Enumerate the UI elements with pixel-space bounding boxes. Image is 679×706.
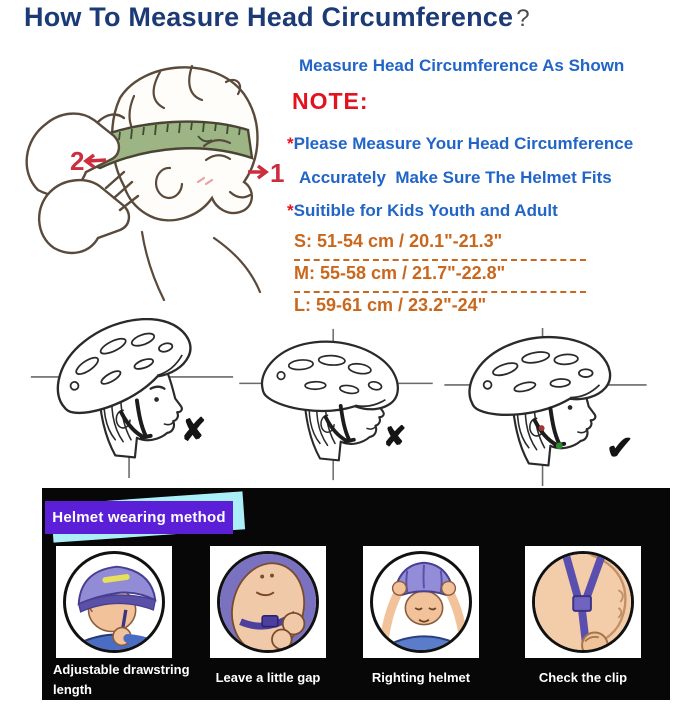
step-card-gap xyxy=(210,546,326,658)
note-label: NOTE: xyxy=(292,88,369,114)
note-point-text: Suitible for Kids Youth and Adult xyxy=(293,201,558,220)
wrong-mark-2: ✘ xyxy=(383,421,407,452)
step-caption-gap: Leave a little gap xyxy=(215,670,321,685)
size-row-l: L: 59-61 cm / 23.2"-24" xyxy=(294,295,487,315)
note-point xyxy=(287,134,633,154)
step-caption-drawstring: Adjustable drawstring length xyxy=(53,662,190,698)
svg-text:2: 2 xyxy=(70,146,85,176)
strap-dot-green xyxy=(556,442,563,449)
fit-figure-tilted-forward xyxy=(236,327,436,482)
measuring-illustration xyxy=(2,40,294,308)
question-mark: ? xyxy=(516,5,530,32)
fit-figure-tilted-back xyxy=(26,318,238,480)
asterisk: * xyxy=(287,201,294,220)
step-card-clip xyxy=(525,546,641,658)
intro-heading: Measure Head Circumference As Shown xyxy=(299,56,625,75)
step-illustration-gap xyxy=(217,551,319,653)
wrong-mark-1: ✘ xyxy=(181,413,207,448)
page-title-text: How To Measure Head Circumference xyxy=(24,2,514,32)
page-title xyxy=(24,2,530,33)
size-row-m: M: 55-58 cm / 21.7"-22.8" xyxy=(294,263,586,293)
note-point xyxy=(287,201,558,221)
banner xyxy=(45,501,233,534)
strap-dot-red xyxy=(539,425,545,431)
svg-text:1: 1 xyxy=(270,158,285,188)
wearing-method-panel xyxy=(42,488,670,700)
banner-text: Helmet wearing method xyxy=(52,509,226,526)
step-card-righting xyxy=(363,546,479,658)
step-illustration-clip xyxy=(532,551,634,653)
size-row-s: S: 51-54 cm / 20.1"-21.3" xyxy=(294,231,586,261)
step-illustration-righting xyxy=(370,551,472,653)
note-point-text: Please Measure Your Head Circumference xyxy=(293,134,634,153)
step-illustration-drawstring xyxy=(63,551,165,653)
correct-mark: ✔ xyxy=(606,429,634,466)
step-caption-righting: Righting helmet xyxy=(371,670,471,685)
step-caption-clip: Check the clip xyxy=(538,670,628,685)
step-card-drawstring xyxy=(56,546,172,658)
note-point-text: Accurately Make Sure The Helmet Fits xyxy=(299,168,612,187)
note-point xyxy=(299,168,612,188)
asterisk: * xyxy=(287,134,294,153)
